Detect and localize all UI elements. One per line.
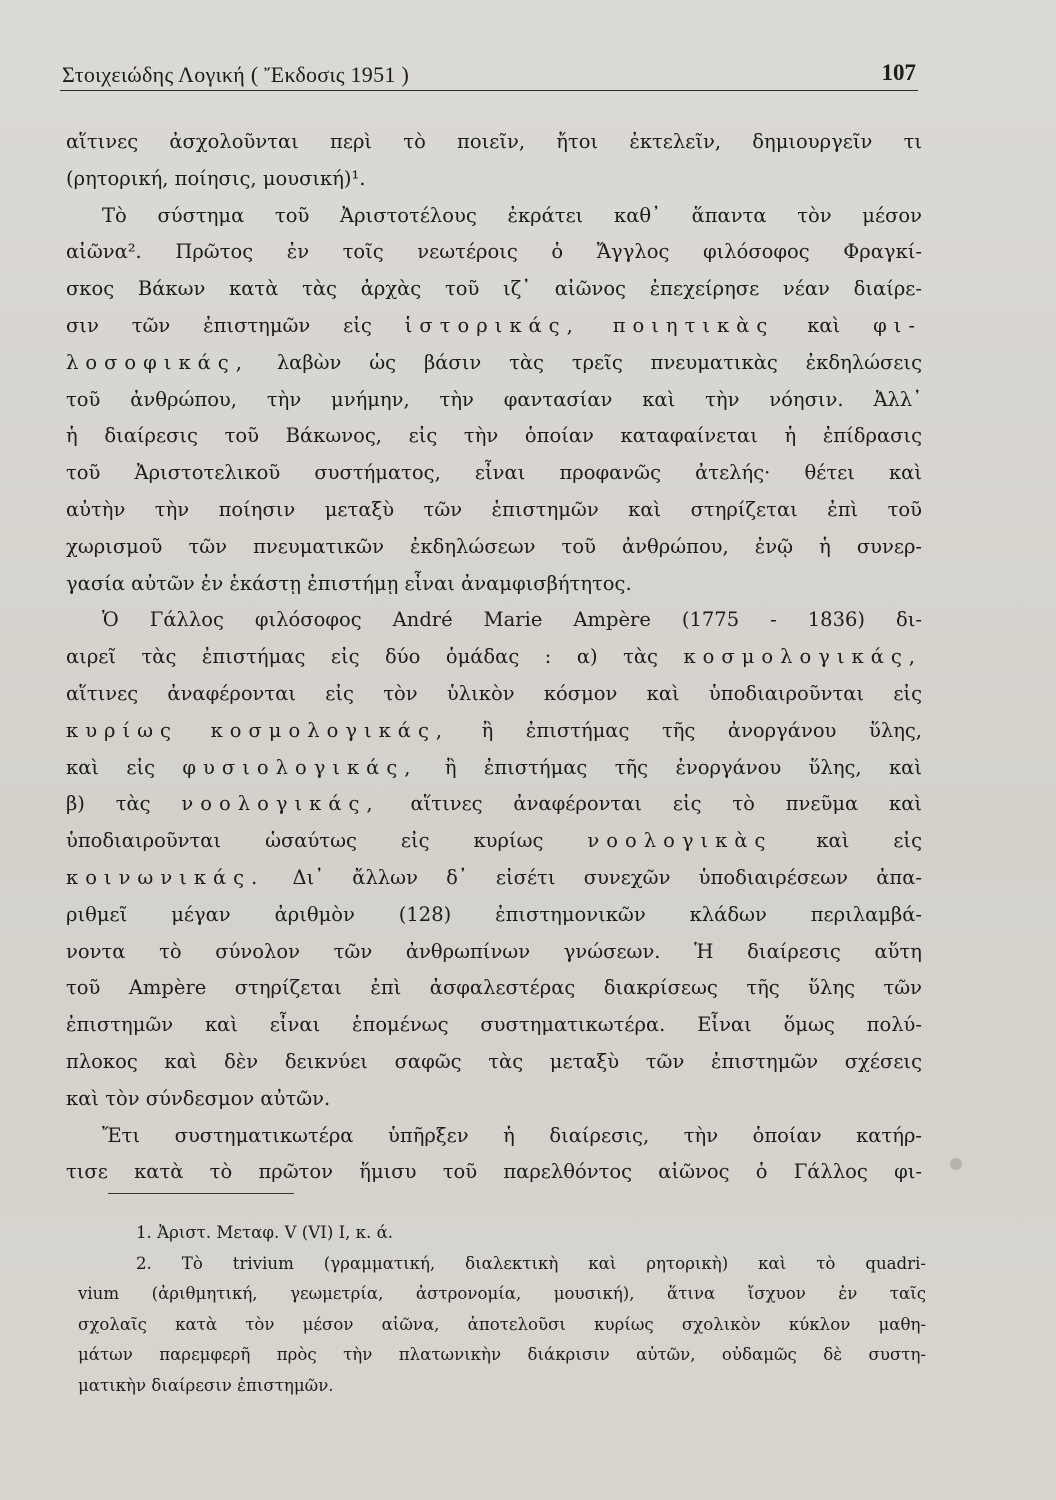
spaced-term: ποιητικὰς [612,313,775,337]
footnote-line: vium (ἀριθμητική, γεωμετρία, ἀστρονομία, μουσική), ἅτινα ἴσχυον ἐν ταῖς [78,1284,926,1303]
text-line: ἐπιστημῶν καὶ εἶναι ἑπομένως συστηματικωτέρα. Εἶναι ὅμως πολύ- [66,1013,922,1037]
text-line: αἰῶνα². Πρῶτος ἐν τοῖς νεωτέροις ὁ Ἄγγλος φιλόσοφος Φραγκί- [66,240,922,264]
footnotes [78,1218,926,1401]
spaced-term: κοσμολογικάς, [683,645,922,669]
text-line: αἵτινες ἀναφέρονται εἰς τὸν ὑλικὸν κόσμον καὶ ὑποδιαιροῦνται εἰς [66,681,922,705]
page-number: 107 [881,60,916,85]
footnote-2: 2. Τὸ trivium (γραμματική, διαλεκτικὴ καὶ ρητορικὴ) καὶ τὸ quadri- [136,1253,926,1273]
text-line: καὶ τὸν σύνδεσμον αὐτῶν. [66,1086,331,1110]
spaced-term: ἱστορικάς, [404,313,580,337]
text-line: Ἔτι συστηματικωτέρα ὑπῆρξεν ἡ διαίρεσις, τὴν ὁποίαν κατήρ- [102,1123,922,1147]
text-line: τοῦ Ἀριστοτελικοῦ συστήματος, εἶναι προφανῶς ἀτελής· θέτει καὶ [66,461,922,485]
text-line: καὶ εἰς φυσιολογικάς, ἢ ἐπιστήμας τῆς ἐνοργάνου ὕλης, καὶ [66,755,922,779]
spaced-term: κοινωνικάς. [66,865,265,889]
text-line: τοῦ ἀνθρώπου, τὴν μνήμην, τὴν φαντασίαν καὶ τὴν νόησιν. Ἀλλ᾽ [66,387,922,411]
spaced-term: νοολογικάς, [181,792,380,816]
spaced-term: λοσοφικάς, [66,350,249,374]
text-line: ριθμεῖ μέγαν ἀριθμὸν (128) ἐπιστημονικῶν κλάδων περιλαμβά- [66,902,922,926]
text-line: σιν τῶν ἐπιστημῶν εἰς ἱστορικάς, ποιητικὰς καὶ φι- [66,313,923,337]
spaced-term: κοσμολογικάς, [210,718,450,742]
footnote-divider [108,1193,294,1194]
text-line: χωρισμοῦ τῶν πνευματικῶν ἐκδηλώσεων τοῦ ἀνθρώπου, ἐνῷ ἡ συνερ- [66,534,922,558]
text-line: Ὁ Γάλλος φιλόσοφος André Marie Ampère (1775 - 1836) δι- [102,608,922,632]
text-line: (ρητορική, ποίησις, μουσική)¹. [66,166,366,190]
text-line: σκος Βάκων κατὰ τὰς ἀρχὰς τοῦ ιζ᾽ αἰῶνος ἐπεχείρησε νέαν διαίρε- [66,277,922,301]
text-line: γασία αὐτῶν ἐν ἑκάστῃ ἐπιστήμῃ εἶναι ἀναμφισβήτητος. [66,571,632,595]
footnote-line: ματικὴν διαίρεσιν ἐπιστημῶν. [78,1375,334,1395]
footnote-1: 1. Ἀριστ. Μεταφ. V (VI) I, κ. ά. [136,1223,394,1242]
text-line: τισε κατὰ τὸ πρῶτον ἥμισυ τοῦ παρελθόντος αἰῶνος ὁ Γάλλος φι- [66,1160,922,1184]
text-line: αἵτινες ἀσχολοῦνται περὶ τὸ ποιεῖν, ἤτοι ἐκτελεῖν, δημιουργεῖν τι [66,130,922,153]
body-text [66,124,922,1191]
spaced-term: φι- [873,313,923,337]
footnote-line: μάτων παρεμφερῆ πρὸς τὴν πλατωνικὴν διάκρισιν αὐτῶν, οὐδαμῶς δὲ συστη- [78,1345,926,1364]
text-line: κυρίως κοσμολογικάς, ἢ ἐπιστήμας τῆς ἀνοργάνου ὕλης, [66,718,922,742]
spaced-term: κυρίως [66,718,178,742]
text-line: β) τὰς νοολογικάς, αἵτινες ἀναφέρονται εἰς τὸ πνεῦμα καὶ [66,792,923,816]
ink-spot [950,1158,962,1170]
text-line: αὐτὴν τὴν ποίησιν μεταξὺ τῶν ἐπιστημῶν καὶ στηρίζεται ἐπὶ τοῦ [66,497,922,521]
text-line: νοντα τὸ σύνολον τῶν ἀνθρωπίνων γνώσεων. Ἡ διαίρεσις αὕτη [66,939,922,963]
footnote-line: σχολαῖς κατὰ τὸν μέσον αἰῶνα, ἀποτελοῦσι κυρίως σχολικὸν κύκλον μαθη- [78,1314,926,1334]
spaced-term: φυσιολογικάς, [182,755,418,779]
text-line: ὑποδιαιροῦνται ὡσαύτως εἰς κυρίως νοολογικὰς καὶ εἰς [66,829,922,853]
text-line: πλοκος καὶ δὲν δεικνύει σαφῶς τὰς μεταξὺ τῶν ἐπιστημῶν σχέσεις [66,1049,922,1073]
text-line: αιρεῖ τὰς ἐπιστήμας εἰς δύο ὁμάδας : α) τὰς κοσμολογικάς, [66,645,922,669]
page-header [60,60,918,91]
spaced-term: νοολογικὰς [587,829,773,853]
text-line: λοσοφικάς, λαβὼν ὡς βάσιν τὰς τρεῖς πνευματικὰς ἐκδηλώσεις [66,350,922,374]
text-line: ἡ διαίρεσις τοῦ Βάκωνος, εἰς τὴν ὁποίαν καταφαίνεται ἡ ἐπίδρασις [66,424,922,448]
text-line: Τὸ σύστημα τοῦ Ἀριστοτέλους ἐκράτει καθ᾽ ἅπαντα τὸν μέσον [102,203,922,227]
text-line: κοινωνικάς. Δι᾽ ἄλλων δ᾽ εἰσέτι συνεχῶν ὑποδιαιρέσεων ἀπα- [66,865,922,889]
text-line: τοῦ Ampère στηρίζεται ἐπὶ ἀσφαλεστέρας διακρίσεως τῆς ὕλης τῶν [66,976,922,1000]
running-title: Στοιχειώδης Λογική ( Ἔκδοσις 1951 ) [62,62,410,87]
